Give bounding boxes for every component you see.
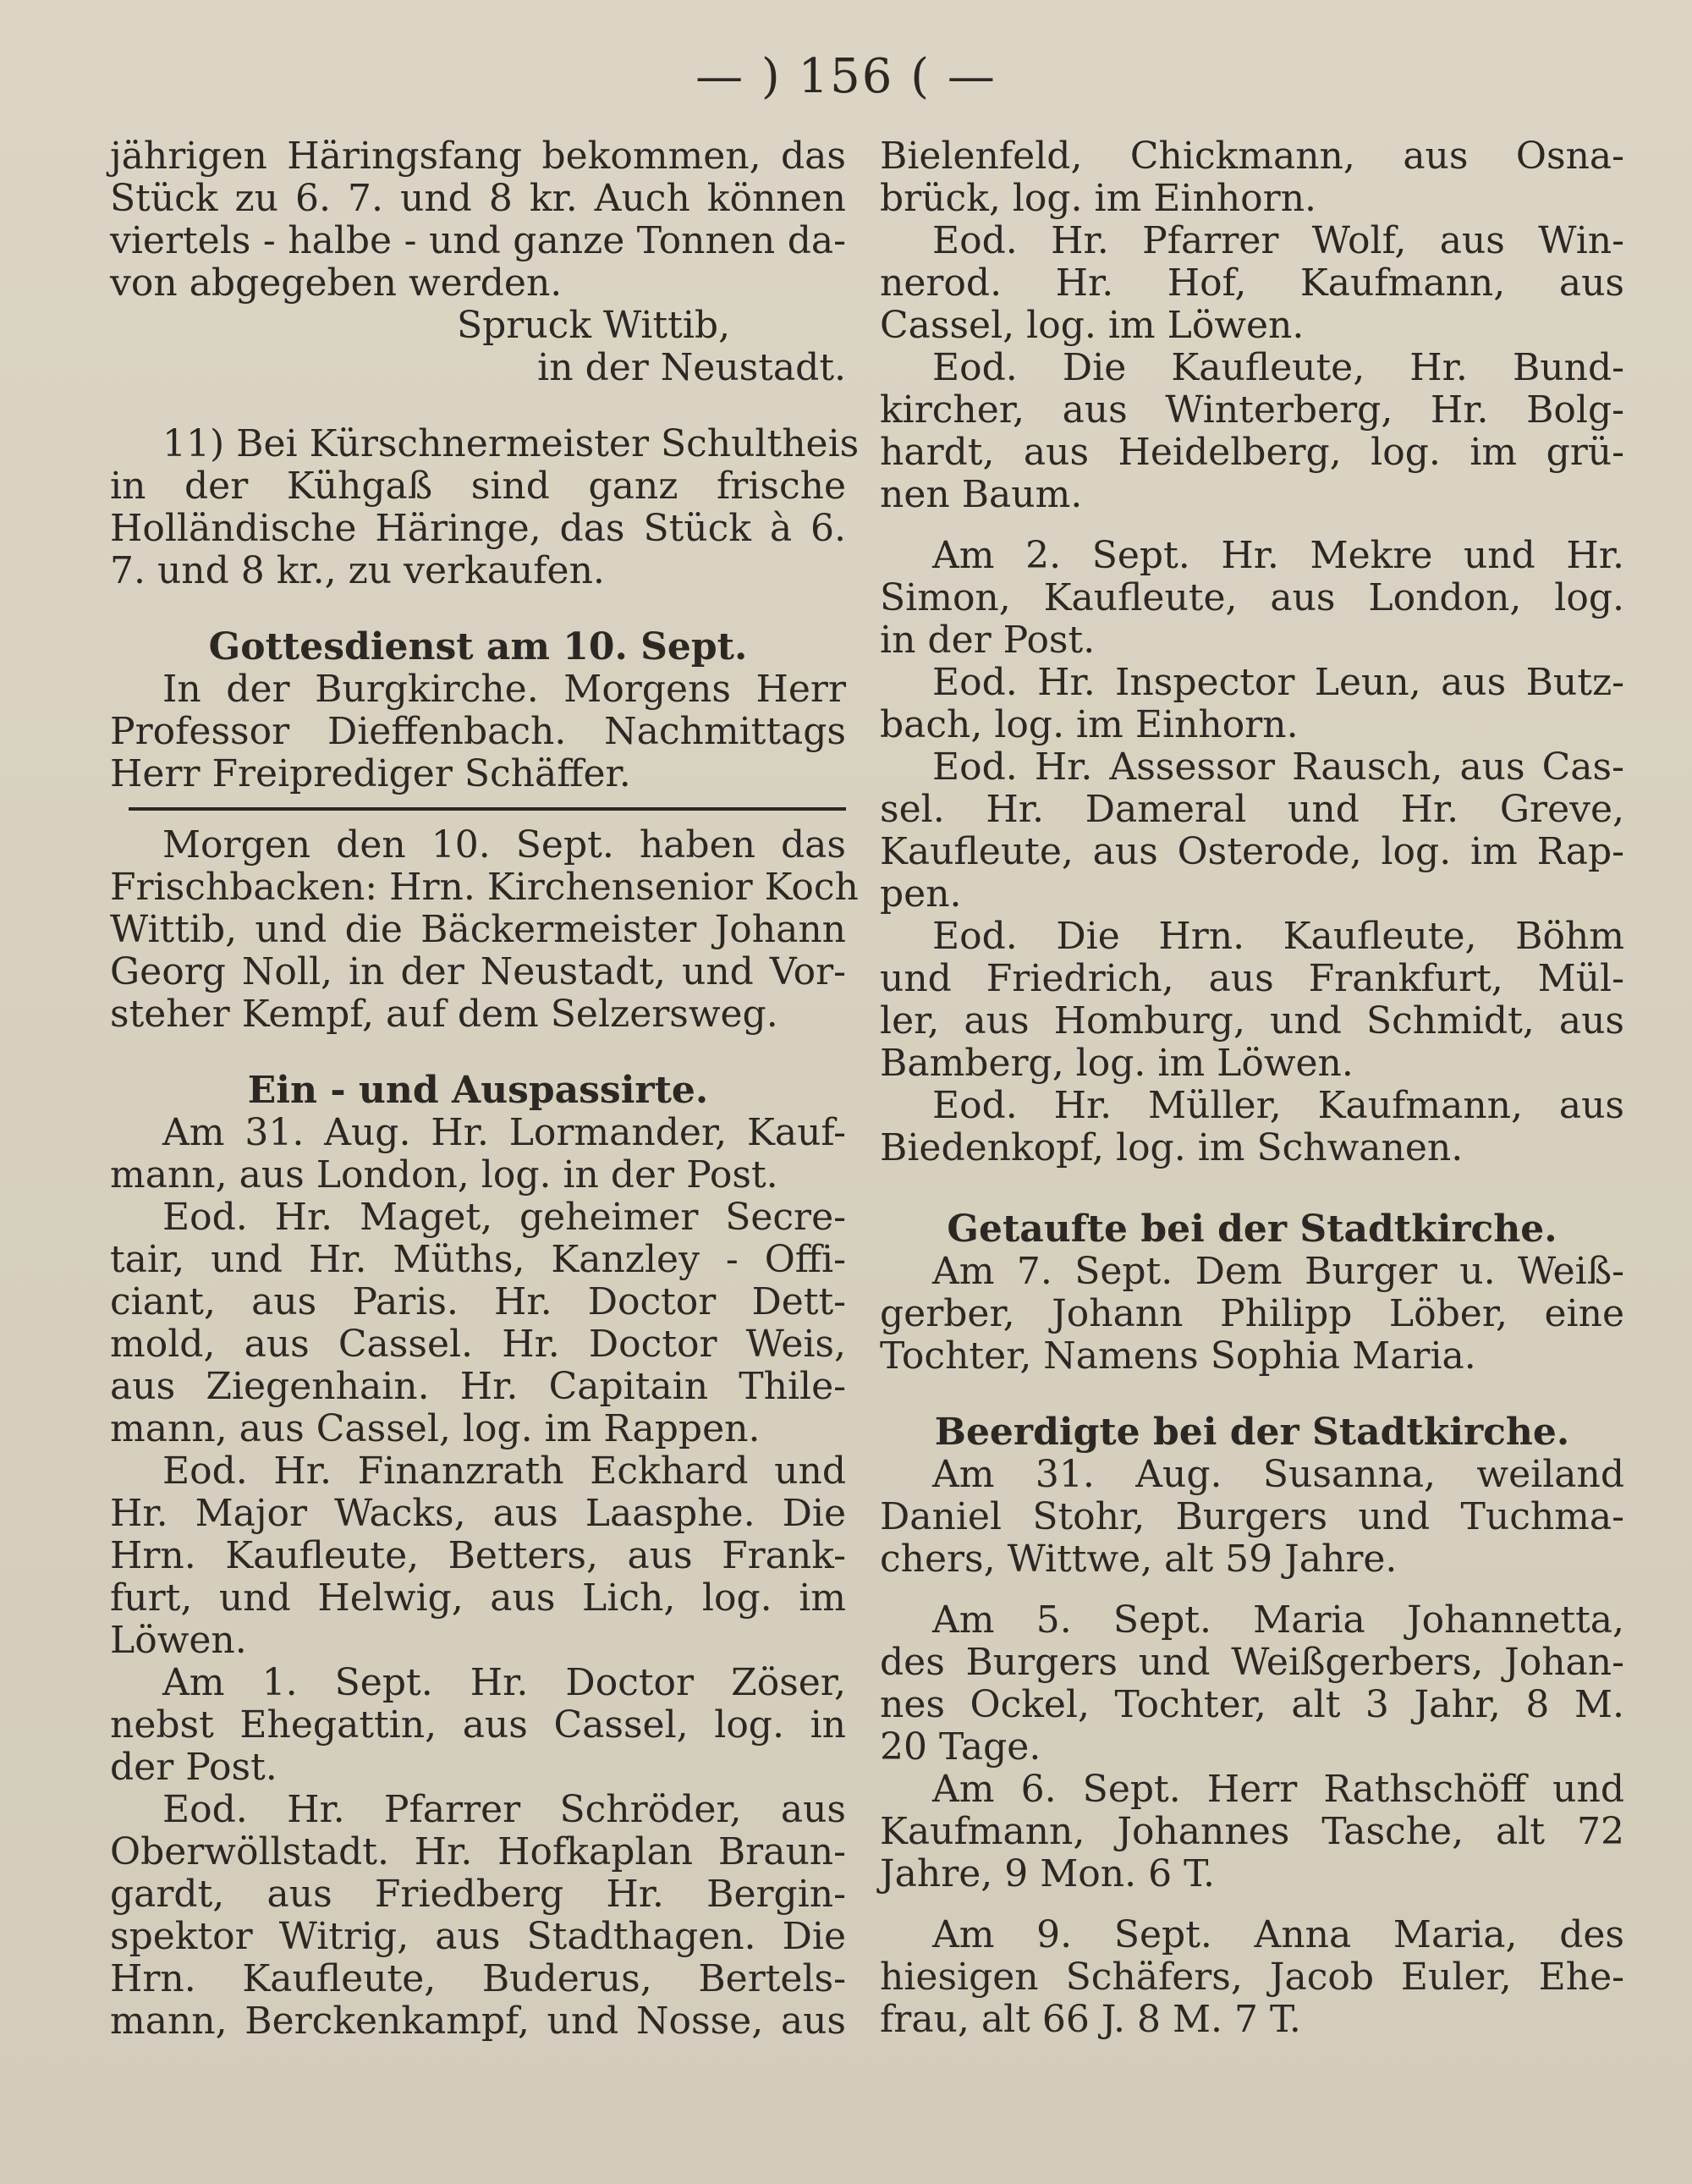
text-line: Kaufleute, aus Osterode, log. im Rap-	[880, 830, 1624, 873]
travelers-sept-2	[880, 535, 1624, 1169]
text-line: mold, aus Cassel. Hr. Doctor Weis,	[110, 1323, 846, 1366]
text-line: Am 31. Aug. Susanna, weiland	[932, 1453, 1624, 1496]
travelers-section	[110, 1070, 846, 2043]
text-line: brück, log. im Einhorn.	[880, 177, 1317, 220]
text-line: Biedenkopf, log. im Schwanen.	[880, 1126, 1464, 1169]
text-line: Hrn. Kaufleute, Buderus, Bertels-	[110, 1957, 846, 2000]
text-line: sel. Hr. Dameral und Hr. Greve,	[880, 788, 1624, 831]
text-line: steher Kempf, auf dem Selzersweg.	[110, 993, 778, 1036]
text-line: nebst Ehegattin, aus Cassel, log. in	[110, 1703, 846, 1747]
baptized-section	[880, 1208, 1624, 1378]
text-line: Herr Freiprediger Schäffer.	[110, 752, 631, 795]
text-line: In der Burgkirche. Morgens Herr	[162, 668, 846, 711]
text-line: in der Kühgaß sind ganz frische	[110, 465, 846, 508]
text-line: Eod. Hr. Pfarrer Schröder, aus	[162, 1788, 846, 1831]
text-line: und Friedrich, aus Frankfurt, Mül-	[880, 957, 1624, 1000]
text-line: Daniel Stohr, Burgers und Tuchma-	[880, 1495, 1624, 1538]
ad-signature-place: in der Neustadt.	[537, 346, 846, 389]
text-line: des Burgers und Weißgerbers, Johan-	[880, 1641, 1624, 1684]
travelers-continued	[880, 135, 1624, 516]
text-line: der Post.	[110, 1746, 277, 1789]
text-line: Eod. Hr. Maget, geheimer Secre-	[162, 1196, 846, 1239]
text-line: Georg Noll, in der Neustadt, und Vor-	[110, 950, 846, 993]
text-line: Holländische Häringe, das Stück à 6.	[110, 507, 846, 550]
herring-ad-11	[110, 422, 860, 592]
text-line: Professor Dieffenbach. Nachmittags	[110, 710, 846, 753]
text-line: Bielenfeld, Chickmann, aus Osna-	[880, 135, 1624, 178]
text-line: gardt, aus Friedberg Hr. Bergin-	[110, 1873, 846, 1916]
text-line: chers, Wittwe, alt 59 Jahre.	[880, 1538, 1398, 1581]
text-line: spektor Witrig, aus Stadthagen. Die	[110, 1915, 846, 1958]
right-column	[880, 135, 1624, 2041]
text-line: frau, alt 66 J. 8 M. 7 T.	[880, 1998, 1301, 2041]
text-line: 20 Tage.	[880, 1725, 1041, 1769]
text-line: mann, aus Cassel, log. im Rappen.	[110, 1407, 761, 1450]
worship-section	[110, 626, 846, 795]
text-line: ler, aus Homburg, und Schmidt, aus	[880, 999, 1624, 1042]
text-line: hiesigen Schäfers, Jacob Euler, Ehe-	[880, 1956, 1624, 1999]
text-line: von abgegeben werden.	[110, 261, 563, 305]
text-line: Am 9. Sept. Anna Maria, des	[932, 1913, 1624, 1956]
text-line: Eod. Hr. Finanzrath Eckhard und	[162, 1450, 846, 1493]
text-line: Eod. Hr. Pfarrer Wolf, aus Win-	[932, 219, 1624, 262]
text-line: Hrn. Kaufleute, Betters, aus Frank-	[110, 1534, 846, 1577]
page-number: — ) 156 ( —	[695, 49, 997, 104]
ad-signature-name: Spruck Wittib,	[457, 304, 731, 347]
text-line: Morgen den 10. Sept. haben das	[162, 823, 846, 866]
text-line: aus Ziegenhain. Hr. Capitain Thile-	[110, 1365, 846, 1408]
text-line: nes Ockel, Tochter, alt 3 Jahr, 8 M.	[880, 1683, 1624, 1726]
text-line: Oberwöllstadt. Hr. Hofkaplan Braun-	[110, 1830, 846, 1873]
baptized-heading: Getaufte bei der Stadtkirche.	[947, 1208, 1557, 1251]
text-line: Am 2. Sept. Hr. Mekre und Hr.	[932, 534, 1624, 577]
text-line: Eod. Hr. Müller, Kaufmann, aus	[932, 1084, 1624, 1127]
text-line: furt, und Helwig, aus Lich, log. im	[110, 1576, 846, 1620]
text-line: hardt, aus Heidelberg, log. im grü-	[880, 431, 1624, 474]
text-line: Am 7. Sept. Dem Burger u. Weiß-	[932, 1250, 1624, 1293]
text-line: kircher, aus Winterberg, Hr. Bolg-	[880, 388, 1624, 432]
buried-heading: Beerdigte bei der Stadtkirche.	[934, 1411, 1570, 1454]
text-line: Eod. Die Kaufleute, Hr. Bund-	[932, 346, 1624, 389]
text-line: ciant, aus Paris. Hr. Doctor Dett-	[110, 1280, 846, 1323]
text-line: Am 5. Sept. Maria Johannetta,	[932, 1598, 1624, 1642]
text-line: Wittib, und die Bäckermeister Johann	[110, 908, 846, 951]
text-line: Frischbacken: Hrn. Kirchensenior Koch	[110, 866, 859, 909]
herring-ad-continued	[110, 135, 846, 389]
text-line: mann, Berckenkampf, und Nosse, aus	[110, 2000, 846, 2043]
text-line: Eod. Hr. Inspector Leun, aus Butz-	[932, 661, 1624, 704]
worship-heading: Gottesdienst am 10. Sept.	[208, 625, 748, 668]
text-line: Kaufmann, Johannes Tasche, alt 72	[880, 1810, 1624, 1853]
text-line: viertels - halbe - und ganze Tonnen da-	[110, 219, 846, 262]
text-line: 11) Bei Kürschnermeister Schultheis	[162, 422, 860, 465]
text-line: Jahre, 9 Mon. 6 T.	[880, 1852, 1215, 1895]
text-line: nen Baum.	[880, 473, 1083, 516]
text-line: Eod. Die Hrn. Kaufleute, Böhm	[932, 915, 1624, 958]
text-line: tair, und Hr. Müths, Kanzley - Offi-	[110, 1238, 846, 1281]
text-line: Löwen.	[110, 1619, 247, 1662]
bakery-section	[110, 823, 859, 1036]
text-line: jährigen Häringsfang bekommen, das	[110, 135, 846, 178]
travelers-heading: Ein - und Auspassirte.	[247, 1069, 709, 1112]
text-line: nerod. Hr. Hof, Kaufmann, aus	[880, 261, 1624, 305]
text-line: Stück zu 6. 7. und 8 kr. Auch können	[110, 177, 846, 220]
text-line: 7. und 8 kr., zu verkaufen.	[110, 549, 605, 592]
text-line: Am 1. Sept. Hr. Doctor Zöser,	[162, 1661, 846, 1704]
text-line: Am 31. Aug. Hr. Lormander, Kauf-	[162, 1111, 846, 1154]
text-line: bach, log. im Einhorn.	[880, 703, 1299, 746]
text-line: Cassel, log. im Löwen.	[880, 304, 1305, 347]
left-column	[110, 135, 860, 2043]
text-line: Bamberg, log. im Löwen.	[880, 1042, 1354, 1085]
section-divider	[129, 807, 846, 811]
text-line: Simon, Kaufleute, aus London, log.	[880, 576, 1624, 619]
text-line: mann, aus London, log. in der Post.	[110, 1153, 778, 1197]
text-line: gerber, Johann Philipp Löber, eine	[880, 1292, 1624, 1335]
buried-section	[880, 1411, 1624, 2041]
text-line: in der Post.	[880, 619, 1096, 662]
text-line: Hr. Major Wacks, aus Laasphe. Die	[110, 1492, 846, 1535]
text-line: pen.	[880, 872, 962, 916]
text-line: Eod. Hr. Assessor Rausch, aus Cas-	[932, 745, 1624, 789]
text-line: Tochter, Namens Sophia Maria.	[880, 1334, 1476, 1378]
text-line: Am 6. Sept. Herr Rathschöff und	[932, 1768, 1624, 1811]
